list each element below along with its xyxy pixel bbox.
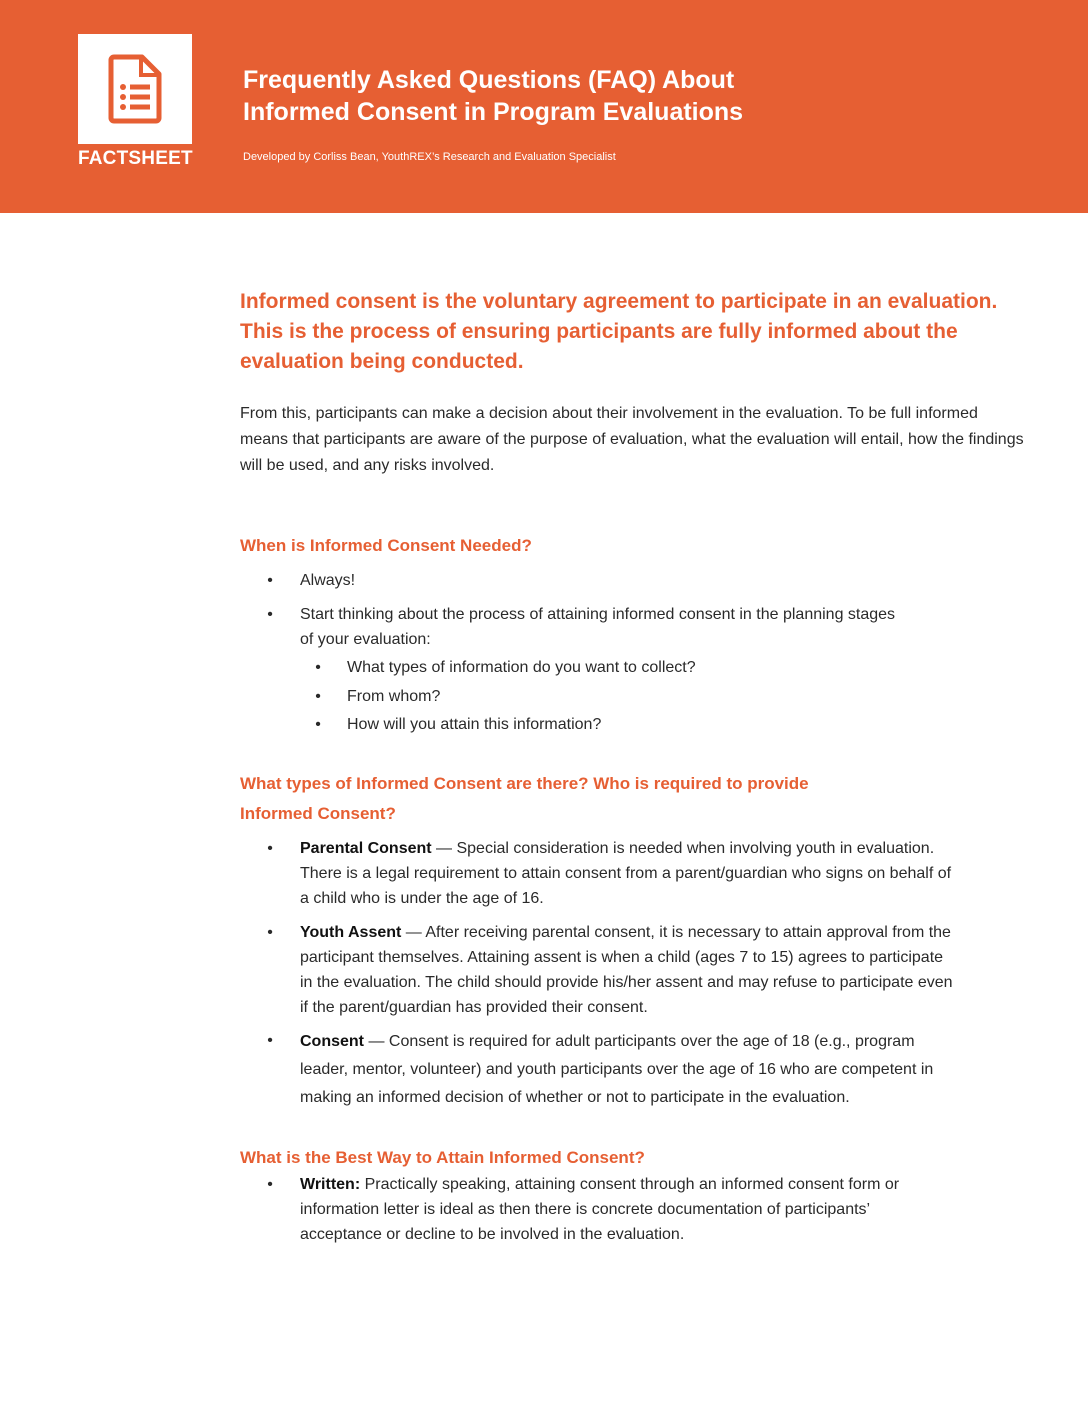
bullet-dot: • [315,688,321,705]
sub-list-item: From whom? [347,688,441,705]
title-line-2: Informed Consent in Program Evaluations [243,98,744,126]
intro-lead: Informed consent is the voluntary agreement to participate in an evaluation. This is the process of ensuring participants are fully informed about the evaluation being conducted. [240,290,998,373]
bullet-dot: • [315,716,321,733]
intro-paragraph: From this, participants can make a decision about their involvement in the evaluation. To be full informed means that participants are aware of the purpose of evaluation, what the evaluation will entail, how the findings will be used, and any risks involved. [240,405,1024,474]
term-written: Written: [300,1176,361,1193]
term-youth-assent: Youth Assent [300,924,402,941]
section-heading-when: When is Informed Consent Needed? [240,536,532,555]
item-text: Practically speaking, attaining consent through an informed consent form or information letter is ideal as then there is concrete documentation of participants’ acceptance or decline to be involved in the evaluation. [300,1176,900,1243]
term-parental-consent: Parental Consent [300,840,432,857]
item-text: — After receiving parental consent, it is necessary to attain approval from the participant themselves. Attaining assent is when a child (ages 7 to 15) agrees to participate in the evaluation. The child should provide his/her assent and may refuse to participate even if the parent/guardian has provided their consent. [300,924,953,1016]
sub-list-item: How will you attain this information? [347,716,602,733]
author-subtitle: Developed by Corliss Bean, YouthREX’s Research and Evaluation Specialist [243,151,616,163]
bullet-dot: • [267,924,273,941]
list-item [300,920,955,1020]
item-text: — Consent is required for adult participants over the age of 18 (e.g., program leader, mentor, volunteer) and youth participants over the age of 16 who are competent in making an informed decision of whether or not to participate in the evaluation. [300,1033,934,1106]
title-line-1: Frequently Asked Questions (FAQ) About [243,66,735,94]
document-list-icon [108,54,162,124]
list-item [300,1028,950,1112]
list-item: Start thinking about the process of attaining informed consent in the planning stages of your evaluation: [300,606,896,648]
list-item [300,1172,950,1247]
logo-box [78,34,192,144]
section-heading-types: What types of Informed Consent are there? Who is required to provide Informed Consent? [240,774,809,823]
section-heading-best-way: What is the Best Way to Attain Informed Consent? [240,1148,645,1167]
bullet-dot: • [267,606,273,623]
list-item [300,836,955,911]
header-banner [0,0,1088,213]
bullet-dot: • [267,572,273,589]
bullet-dot: • [315,659,321,676]
sub-list-item: What types of information do you want to collect? [347,659,696,676]
page-title [243,64,1043,128]
item-text: — Special consideration is needed when involving youth in evaluation. There is a legal requirement to attain consent from a parent/guardian who signs on behalf of a child who is under the age of 16. [300,840,952,907]
term-consent: Consent [300,1033,364,1050]
factsheet-label: FACTSHEET [78,148,193,169]
bullet-dot: • [267,1032,273,1049]
list-item: Always! [300,572,356,589]
bullet-dot: • [267,1176,273,1193]
bullet-dot: • [267,840,273,857]
